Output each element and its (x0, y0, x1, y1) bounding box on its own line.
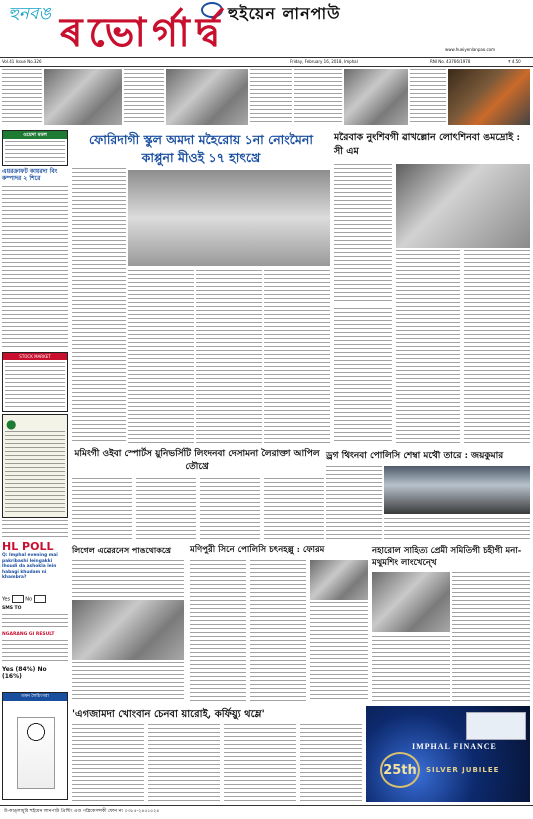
top-photo-1 (44, 69, 122, 125)
poll-result-no: No (16%) (2, 666, 47, 680)
lead-headline: ফোরিদাগী স্কুল অমদা মহৈরোয় ১না নোংমৈনা কাপ্পুনা মীওই ১৭ হাৎখ্রে (89, 132, 313, 165)
dateline-price: ₹ 4.50 (508, 59, 521, 64)
mid-right-headline: নহারোল সাহিত্য প্রেমী সমিতিগী চহীগী মনা-মথুমশিং লাংখেন্খে (372, 546, 522, 568)
left-sidebar: ওয়েদা মমল এয়রক্রাফট কায়রদা বিং কম্পাদর ২ শিরে STOCK MARKET ● HL POLL Q: Imphal evening mai pakribashi leingakki lhoudi da ashokla lein habagi khudam ni khambra? Yes No SMS TO NGARANG GI RESULT Yes (84%) No (16%) তমন লৈচিংগরা (2, 130, 68, 802)
dateline-bar (0, 57, 533, 67)
cartoon-box (2, 692, 68, 800)
poll-no-box[interactable] (34, 595, 46, 603)
sidebar-box1-title: ওয়েদা মমল (3, 131, 67, 139)
cartoon-title: তমন লৈচিংগরা (3, 693, 67, 701)
mid-left-headline: লিগেল এৱেরনেস পাঙথোকখ্রে (72, 545, 171, 555)
ad-tag: SILVER JUBILEE (426, 766, 500, 774)
stock-table (2, 352, 68, 412)
footer: উ-কাঙ্লামুরি হুইয়েন লানপাউ প্রিন্টিং এণ্ড পব্লিকেসন্সকী ফোন নং ০৩৮৫-২৪৫১৫২৪ (0, 805, 533, 817)
stock-table-title: STOCK MARKET (3, 353, 67, 360)
masthead-top-right: হুইয়েন লানপাউ (228, 4, 341, 23)
lead-photo (128, 170, 330, 266)
sports-headline: মমিংগী ওইবা স্পোর্টস য়ুনিভর্সিটি লিংদনবা দেসামনা লৈরাক্তা আপিল তৌখ্রে (74, 449, 320, 472)
imphal-finance-ad[interactable] (366, 706, 530, 802)
masthead-url[interactable]: www.hueiyenlanpao.com (445, 47, 496, 52)
top-photo-3 (344, 69, 408, 125)
mid-center-headline: মণিপুরী সিনে পোলিসি চৎনহল্লু : ফোরম (190, 545, 325, 555)
poll-no-label: No (25, 596, 33, 603)
top-photo-4 (448, 69, 530, 125)
ad-name: IMPHAL FINANCE (412, 742, 497, 751)
masthead-top-left: হুনবঙ (8, 4, 51, 24)
right-top-headline: মরৈবাক নুংশিবগী ৱাখল্লোন লোৎশিনবা ঙমদ্রোই : সী এম (334, 132, 520, 157)
masthead-title: ৰভোৰ্গাৰ্দ্ব (60, 9, 226, 56)
dateline-rni: RNI No. 43766/1978 (430, 59, 471, 64)
poll-sms-label: SMS TO (2, 606, 22, 611)
hl-poll (2, 540, 68, 690)
top-photo-2 (166, 69, 248, 125)
ad-anniversary: 25th (380, 752, 420, 788)
mid-center-photo (310, 560, 368, 600)
mid-right-photo (372, 572, 450, 632)
poll-result-title: NGARANG GI RESULT (2, 632, 55, 637)
sidebar-box2-title: এয়রক্রাফট কায়রদা বিং কম্পাদর ২ শিরে (2, 168, 58, 182)
mid-left-photo (72, 600, 184, 660)
dateline-date: Friday, February 16, 2018, Imphal (290, 59, 358, 64)
drugs-photo (384, 466, 530, 514)
poll-yes-label: Yes (2, 596, 11, 603)
poll-result-yes: Yes (84%) (2, 666, 36, 673)
ad-building (466, 712, 526, 740)
bottom-headline: 'এগজামদা খোংবান চেনবা য়ারোই, কর্ফিয়্যু থম্লে' (72, 709, 265, 720)
drugs-headline: ড্রগ থিংনবা পোলিসি শেম্বা মথৌ তারে : জয়কুমার (326, 451, 504, 461)
right-top-photo (396, 164, 530, 248)
cartoon-figure (17, 717, 55, 789)
top-strip (0, 67, 533, 129)
poll-yes-box[interactable] (12, 595, 24, 603)
poll-question: Q: Imphal evening mai pakribashi leingakki lhoudi da ashokla lein habagi khudam ni khambra? (2, 553, 58, 581)
poll-title: HL POLL (2, 540, 54, 553)
dateline-vol: Vol.41 Issue No.326 (2, 59, 42, 64)
